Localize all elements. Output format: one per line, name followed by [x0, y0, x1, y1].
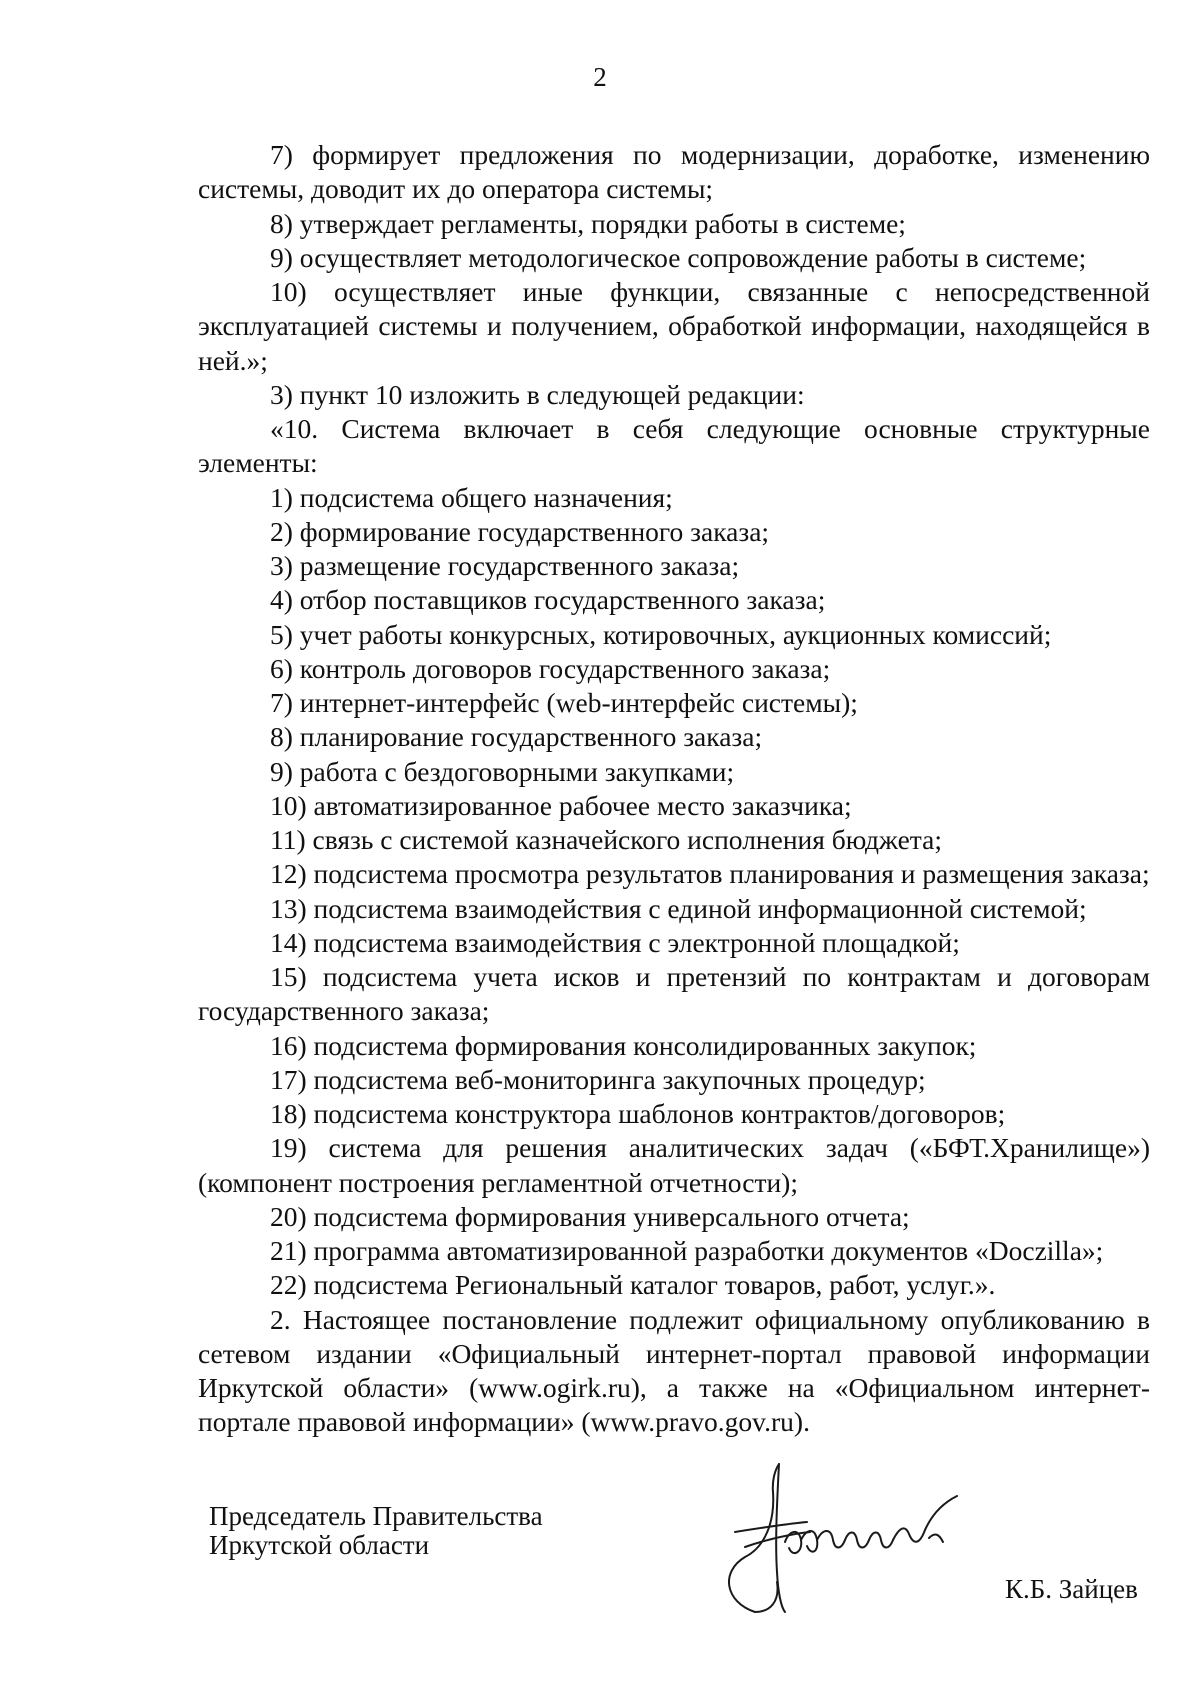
list-item: 10) автоматизированное рабочее место заказчика; — [270, 789, 852, 821]
list-item: 21) программа автоматизированной разработки документов «Doczilla»; — [270, 1235, 1104, 1266]
list-item: 2) формирование государственного заказа; — [270, 515, 770, 547]
paragraph-point-3: 3) пункт 10 изложить в следующей редакции: — [270, 378, 805, 410]
list-item: 5) учет работы конкурсных, котировочных, аукционных комиссий; — [270, 618, 1052, 650]
list-item: 15) подсистема учета исков и претензий по контрактам и договорам государственного заказа; — [198, 961, 1150, 1027]
list-item: 12) подсистема просмотра результатов планирования и размещения заказа; — [270, 858, 1150, 890]
list-item: 11) связь с системой казначейского исполнения бюджета; — [270, 824, 942, 855]
paragraph-item-8: 8) утверждает регламенты, порядки работы в системе; — [270, 207, 906, 239]
list-item: 14) подсистема взаимодействия с электронной площадкой; — [270, 926, 960, 958]
paragraph-point-10-intro: «10. Система включает в себя следующие основные структурные элементы: — [198, 413, 1150, 479]
list-item: 3) размещение государственного заказа; — [270, 550, 740, 581]
signatory-title-line: Иркутской области — [209, 1530, 430, 1560]
list-item: 7) интернет-интерфейс (web-интерфейс системы); — [270, 687, 858, 718]
signatory-title-line: Председатель Правительства — [209, 1501, 543, 1531]
list-item: 1) подсистема общего назначения; — [270, 481, 673, 513]
list-item: 17) подсистема веб-мониторинга закупочных процедур; — [270, 1063, 926, 1095]
paragraph-item-7: 7) формирует предложения по модернизации, доработке, изменению системы, доводит их до оператора системы; — [198, 139, 1150, 205]
paragraph-publication: 2. Настоящее постановление подлежит официальному опубликованию в сетевом издании «Официальный интернет-портал правовой информации Иркутской области» (www.ogirk.ru), а также на «Официальном интернет-портале правовой информации» (www.pravo.gov.ru). — [198, 1303, 1150, 1438]
page-number: 2 — [593, 62, 607, 92]
list-item: 4) отбор поставщиков государственного заказа; — [270, 584, 826, 616]
list-item: 8) планирование государственного заказа; — [270, 721, 763, 753]
paragraph-item-9: 9) осуществляет методологическое сопровождение работы в системе; — [270, 241, 1087, 273]
handwritten-signature — [715, 1462, 985, 1622]
list-item: 18) подсистема конструктора шаблонов контрактов/договоров; — [270, 1098, 1006, 1129]
list-item: 19) система для решения аналитических задач («БФТ.Хранилище») (компонент построения регламентной отчетности); — [198, 1132, 1150, 1198]
list-item: 13) подсистема взаимодействия с единой информационной системой; — [270, 892, 1087, 924]
list-item: 22) подсистема Региональный каталог товаров, работ, услуг.». — [270, 1269, 996, 1301]
list-item: 20) подсистема формирования универсального отчета; — [270, 1200, 910, 1232]
list-item: 16) подсистема формирования консолидированных закупок; — [270, 1029, 977, 1061]
list-item: 9) работа с бездоговорными закупками; — [270, 755, 735, 787]
list-item: 6) контроль договоров государственного заказа; — [270, 652, 831, 684]
paragraph-item-10: 10) осуществляет иные функции, связанные с непосредственной эксплуатацией системы и получением, обработкой информации, находящейся в ней.»; — [198, 276, 1150, 376]
document-body — [198, 138, 1150, 1440]
signatory-title — [209, 1502, 543, 1560]
signer-name: К.Б. Зайцев — [1005, 1574, 1138, 1604]
